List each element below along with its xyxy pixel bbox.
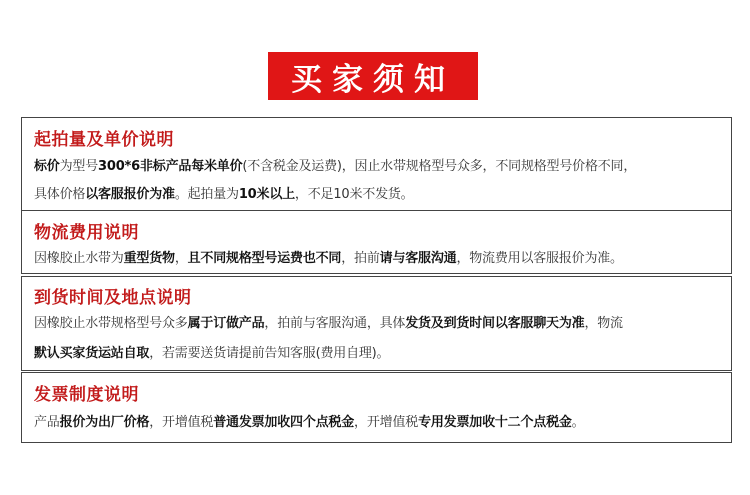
body-text: 。 <box>571 415 585 430</box>
body-text: ，拍前与客服沟通，具体 <box>264 316 406 331</box>
body-text: 因橡胶止水带规格型号众多 <box>34 316 188 331</box>
emphasis-text: 请与客服沟通 <box>379 251 457 266</box>
section-logistics-fee <box>21 210 732 274</box>
body-text: ，开增值税 <box>354 415 419 430</box>
emphasis-text: 属于订做产品 <box>187 316 265 331</box>
emphasis-text: 专用发票加收十二个点税金 <box>418 415 572 430</box>
page-title: 买家须知 <box>268 52 478 100</box>
section-text-line <box>34 312 623 331</box>
body-text: ，开增值税 <box>149 415 214 430</box>
body-text: ，物流 <box>584 316 623 331</box>
section-text-line <box>34 183 413 202</box>
section-text-line <box>34 155 636 174</box>
body-text: ，不足10米不发货。 <box>294 187 414 202</box>
emphasis-text: 重型货物 <box>123 251 175 266</box>
section-text-line <box>34 247 623 266</box>
section-text-line <box>34 342 389 361</box>
section-heading: 起拍量及单价说明 <box>34 130 174 150</box>
emphasis-text: 报价为出厂价格 <box>59 415 150 430</box>
emphasis-text: 10米以上 <box>238 187 295 202</box>
section-heading: 发票制度说明 <box>34 385 139 405</box>
body-text: ，若需要送货请提前告知客服(费用自理)。 <box>149 346 390 361</box>
emphasis-text: 发货及到货时间以客服聊天为准 <box>405 316 585 331</box>
body-text: 。起拍量为 <box>174 187 239 202</box>
body-text: 因橡胶止水带为 <box>34 251 124 266</box>
emphasis-text: 默认买家货运站自取 <box>34 346 150 361</box>
section-delivery-time-place <box>21 276 732 371</box>
body-text: (不含税金及运费)，因止水带规格型号众多，不同规格型号价格不同， <box>242 159 637 174</box>
body-text: ， <box>174 251 188 266</box>
body-text: ，物流费用以客服报价为准。 <box>456 251 623 266</box>
section-text-line <box>34 411 584 430</box>
body-text: 产品 <box>34 415 60 430</box>
body-text: ，拍前 <box>341 251 380 266</box>
body-text: 为型号 <box>59 159 99 174</box>
section-invoice-policy <box>21 372 732 443</box>
emphasis-text: 普通发票加收四个点税金 <box>213 415 355 430</box>
section-min-order-price <box>21 117 732 214</box>
emphasis-text: 以客服报价为准 <box>85 187 175 202</box>
section-heading: 物流费用说明 <box>34 223 139 243</box>
emphasis-text: 且不同规格型号运费也不同 <box>187 251 342 266</box>
section-heading: 到货时间及地点说明 <box>34 288 192 308</box>
body-text: 具体价格 <box>34 187 86 202</box>
emphasis-text: 标价 <box>34 159 60 174</box>
emphasis-text: 300*6非标产品每米单价 <box>98 159 243 174</box>
